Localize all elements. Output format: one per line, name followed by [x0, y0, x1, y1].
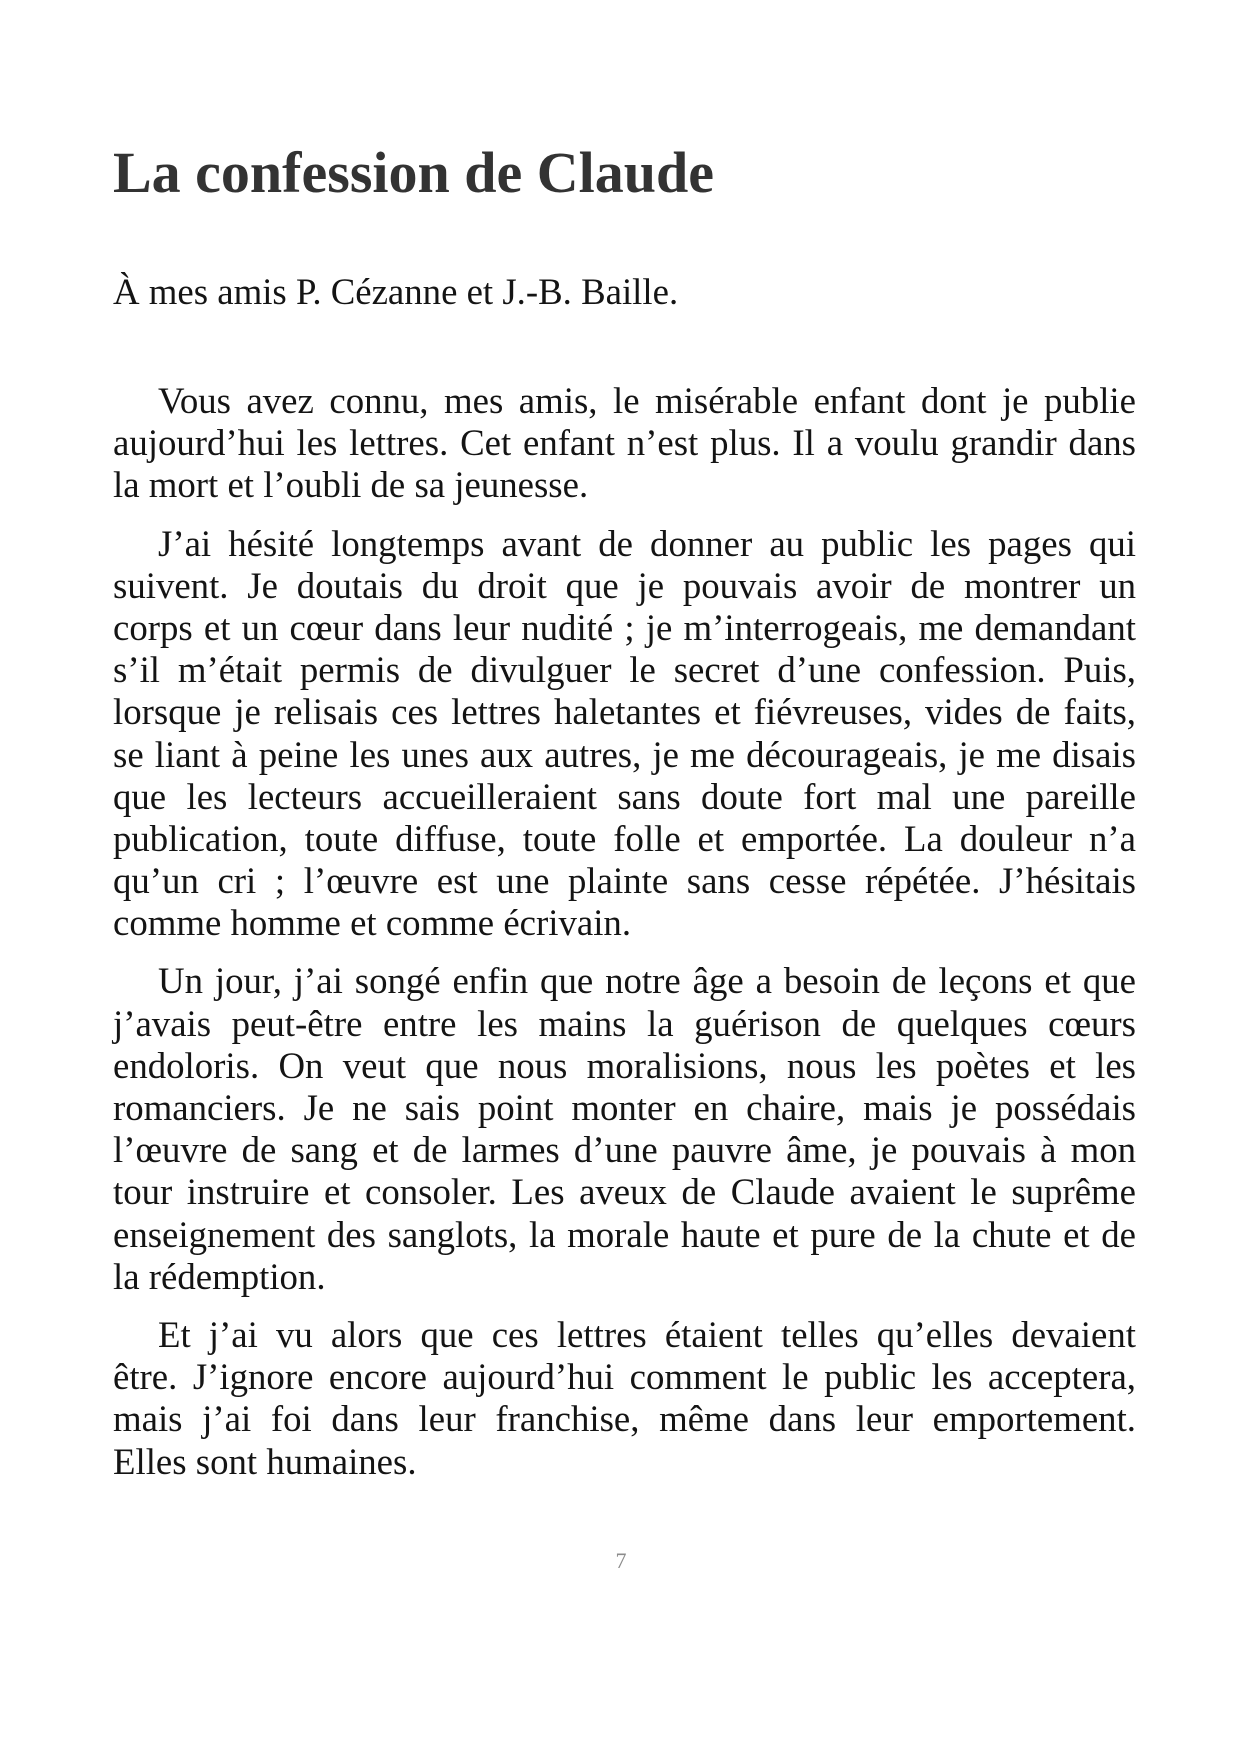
- text-line: Elles sont humaines.: [113, 1440, 417, 1482]
- text-line: Et j’ai vu alors que ces lettres étaient telles qu’elles devaient: [158, 1313, 1136, 1355]
- text-line: la rédemption.: [113, 1255, 326, 1297]
- text-line: lorsque je relisais ces lettres haletantes et fiévreuses, vides de faits,: [113, 691, 1136, 733]
- text-line: Un jour, j’ai songé enfin que notre âge a besoin de leçons et que: [158, 960, 1136, 1002]
- text-line: mais j’ai foi dans leur franchise, même dans leur emportement.: [113, 1398, 1136, 1440]
- body-text: [113, 380, 1136, 1483]
- paragraph: [113, 380, 1136, 507]
- text-line: la mort et l’oubli de sa jeunesse.: [113, 464, 589, 506]
- text-line: qu’un cri ; l’œuvre est une plainte sans cesse répétée. J’hésitais: [113, 860, 1136, 902]
- text-line: être. J’ignore encore aujourd’hui comment le public les acceptera,: [113, 1356, 1136, 1398]
- text-line: j’avais peut-être entre les mains la guérison de quelques cœurs: [113, 1002, 1136, 1044]
- text-line: tour instruire et consoler. Les aveux de Claude avaient le suprême: [113, 1171, 1136, 1213]
- text-line: romanciers. Je ne sais point monter en chaire, mais je possédais: [113, 1087, 1136, 1128]
- text-line: J’ai hésité longtemps avant de donner au public les pages qui: [158, 522, 1136, 564]
- text-line: suivent. Je doutais du droit que je pouvais avoir de montrer un: [113, 564, 1136, 606]
- text-line: comme homme et comme écrivain.: [113, 902, 632, 944]
- text-line: l’œuvre de sang et de larmes d’une pauvre âme, je pouvais à mon: [113, 1129, 1136, 1171]
- paragraph: [113, 523, 1136, 945]
- chapter-title: La confession de Claude: [113, 140, 715, 205]
- text-line: enseignement des sanglots, la morale haute et pure de la chute et de: [113, 1213, 1136, 1255]
- paragraph: [113, 1314, 1136, 1483]
- text-line: publication, toute diffuse, toute folle et emportée. La douleur n’a: [113, 817, 1136, 859]
- text-line: corps et un cœur dans leur nudité ; je m’interrogeais, me demandant: [113, 606, 1136, 648]
- text-line: aujourd’hui les lettres. Cet enfant n’est plus. Il a voulu grandir dans: [113, 422, 1136, 464]
- text-line: s’il m’était permis de divulguer le secret d’une confession. Puis,: [113, 649, 1136, 691]
- text-line: Vous avez connu, mes amis, le misérable enfant dont je publie: [158, 380, 1136, 421]
- page-number: 7: [615, 1548, 627, 1573]
- text-line: se liant à peine les unes aux autres, je me décourageais, je me disais: [113, 733, 1136, 775]
- text-line: que les lecteurs accueilleraient sans doute fort mal une pareille: [113, 775, 1136, 817]
- dedication: À mes amis P. Cézanne et J.-B. Baille.: [113, 271, 679, 312]
- paragraph: [113, 960, 1136, 1298]
- text-line: endoloris. On veut que nous moralisions, nous les poètes et les: [113, 1044, 1136, 1086]
